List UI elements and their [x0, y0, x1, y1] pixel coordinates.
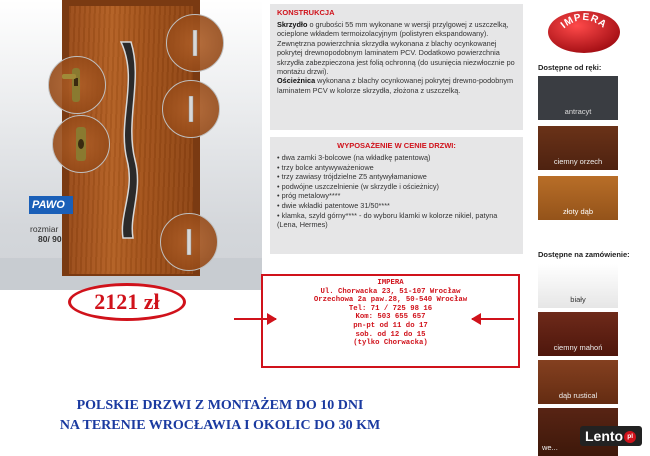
- swatch-label: we...: [542, 443, 558, 452]
- swatch-label: antracyt: [564, 107, 592, 116]
- swatch-ciemny-orzech[interactable]: [538, 126, 618, 170]
- logo-text: IMPERA: [558, 11, 609, 31]
- hinge-zoom-middle: [162, 80, 220, 138]
- handle-zoom-upper: [48, 56, 106, 114]
- model-badge: PAWO: [29, 196, 73, 214]
- opening-hours: sob. od 12 do 15: [355, 330, 426, 339]
- list-item: • klamka, szyld górny**** - do wyboru klamki w kolorze nikiel, patyna (Lena, Hermes): [277, 211, 516, 230]
- phone-number[interactable]: Tel: 71 / 725 98 16: [348, 304, 433, 313]
- list-item: • dwa zamki 3-bolcowe (na wkładkę patentową): [277, 153, 516, 163]
- swatch-label: ciemny mahoń: [553, 343, 603, 352]
- lock-cylinder-icon: [73, 127, 89, 161]
- leaf-description: o grubości 55 mm wykonane w wersji przylgowej z uszczelką, ocieplone wkładem termoizolacyjnym (polistyren ekspandowany).: [277, 20, 509, 39]
- equipment-box: [270, 137, 523, 254]
- swatch-label: złoty dąb: [562, 207, 594, 216]
- hinge-icon: [190, 30, 200, 56]
- hinge-icon: [186, 96, 196, 122]
- lock-zoom-lower: [52, 115, 110, 173]
- leaf-label: Skrzydło: [277, 20, 308, 29]
- address-line: Orzechowa 2a paw.28, 50-540 Wrocław: [313, 296, 468, 305]
- contact-box: [261, 274, 520, 368]
- size-value: 80/ 90: [38, 234, 62, 244]
- arrow-left-icon: [472, 318, 514, 320]
- hinge-icon: [184, 229, 194, 255]
- swatch-bialy[interactable]: [538, 264, 618, 308]
- available-colors-title: Dostępne od ręki:: [538, 63, 602, 72]
- company-name: IMPERA: [377, 279, 404, 287]
- construction-title: KONSTRUKCJA: [277, 8, 335, 17]
- swatch-label: dąb rustical: [558, 391, 598, 400]
- list-item: • trzy zawiasy trójdzielne Z5 antywyłamaniowe: [277, 172, 516, 182]
- equipment-title: WYPOSAŻENIE W CENIE DRZWI:: [337, 141, 456, 150]
- price-tag: 2121 zł: [68, 283, 186, 321]
- hinge-zoom-bottom: [160, 213, 218, 271]
- opening-hours-note: (tylko Chorwacka): [353, 339, 428, 348]
- list-item: • trzy bolce antywyważeniowe: [277, 163, 516, 173]
- surface-description: Zewnętrzna powierzchnia skrzydła wykonana z blachy ocynkowanej pokrytej drewnopodobnym laminatem PCV. Dodatkowo powierzchnia skrzydła zabezpieczona jest folią ochronną (do usunięcia niezwłocznie po montażu drzwi).: [277, 38, 515, 77]
- list-item: • dwie wkładki patentowe 31/50****: [277, 201, 516, 211]
- opening-hours: pn-pt od 11 do 17: [353, 321, 428, 330]
- swatch-antracyt[interactable]: [538, 76, 618, 120]
- swatch-dab-rustical[interactable]: [538, 360, 618, 404]
- list-item: • próg metalowy****: [277, 191, 516, 201]
- watermark-text: Lento: [585, 428, 624, 444]
- address-line: Ul. Chorwacka 23, 51-107 Wrocław: [320, 287, 461, 296]
- list-item: • podwójne uszczelnienie (w skrzydle i ościeżnicy): [277, 182, 516, 192]
- order-colors-title: Dostępne na zamówienie:: [538, 250, 630, 259]
- construction-text: [277, 20, 516, 95]
- hinge-zoom-top: [166, 14, 224, 72]
- impera-logo: [545, 8, 623, 54]
- swatch-ciemny-mahon[interactable]: [538, 312, 618, 356]
- promo-headline: [20, 396, 420, 436]
- swatch-zloty-dab[interactable]: [538, 176, 618, 220]
- swatch-label: biały: [570, 295, 586, 304]
- door-handle-icon: [62, 68, 92, 102]
- door-glass-pane: [113, 40, 143, 240]
- watermark-suffix: pl: [624, 431, 636, 443]
- headline-line: POLSKIE DRZWI Z MONTAŻEM DO 10 DNI: [76, 398, 364, 413]
- swatch-label: ciemny orzech: [553, 157, 603, 166]
- mobile-number[interactable]: Kom: 503 655 657: [355, 313, 426, 322]
- size-label: rozmiar: [30, 224, 59, 234]
- equipment-list: [277, 153, 516, 230]
- arrow-right-icon: [234, 318, 276, 320]
- lento-watermark: [580, 426, 642, 446]
- frame-description: wykonana z blachy ocynkowanej pokrytej drewno-podobnym laminatem PCV w kolorze skrzydła, złożona z uszczelką.: [277, 76, 514, 95]
- frame-label: Ościeżnica: [277, 76, 316, 86]
- construction-box: [270, 4, 523, 130]
- headline-line: NA TERENIE WROCŁAWIA I OKOLIC DO 30 KM: [59, 418, 381, 433]
